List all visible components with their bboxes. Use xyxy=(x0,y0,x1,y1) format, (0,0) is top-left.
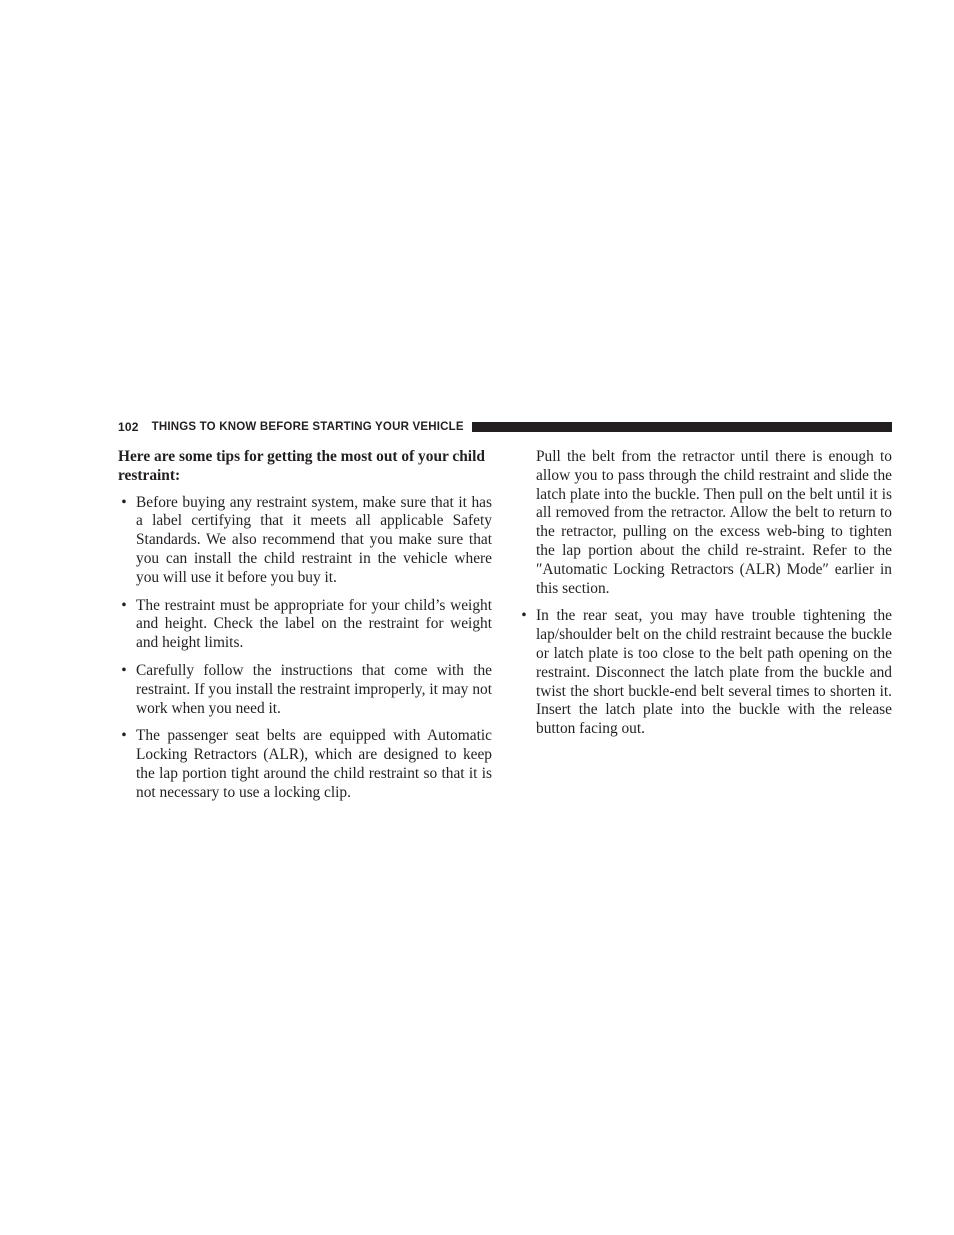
list-item-text: The restraint must be appropriate for your child’s weight and height. Check the label on the restraint for weight and height limits. xyxy=(136,596,492,652)
section-title: THINGS TO KNOW BEFORE STARTING YOUR VEHICLE xyxy=(151,421,464,433)
list-item-text: In the rear seat, you may have trouble tightening the lap/shoulder belt on the child restraint because the buckle or latch plate is too close to the belt path opening on the restraint. Disconnect the latch plate from the buckle and twist the short buckle-end belt several times to shorten it. Insert the latch plate into the buckle with the release button facing out. xyxy=(536,607,892,738)
list-item xyxy=(118,727,492,802)
tips-intro: Here are some tips for getting the most out of your child restraint: xyxy=(118,448,485,484)
left-column xyxy=(118,448,492,812)
bullet-icon: • xyxy=(121,727,127,745)
list-item xyxy=(518,607,892,739)
bullet-icon: • xyxy=(121,596,127,614)
tips-list xyxy=(118,494,492,803)
bullet-icon: • xyxy=(121,661,127,679)
page-number: 102 xyxy=(118,420,139,434)
header-rule-bar xyxy=(472,422,892,432)
list-item-text: The passenger seat belts are equipped with Automatic Locking Retractors (ALR), which are designed to keep the lap portion tight around the child restraint so that it is not necessary to use a locking clip. xyxy=(136,727,492,801)
bullet-icon: • xyxy=(121,493,127,511)
list-item xyxy=(118,662,492,718)
list-item xyxy=(118,597,492,653)
tips-list-continued xyxy=(518,607,892,739)
list-item-text: Before buying any restraint system, make sure that it has a label certifying that it meets all applicable Safety Standards. We also recommend that you make sure that you can install the child restraint in the vehicle where you will use it before you buy it. xyxy=(136,493,492,586)
continued-paragraph: Pull the belt from the retractor until there is enough to allow you to pass through the child restraint and slide the latch plate into the buckle. Then pull on the belt until it is all removed from the retractor. Allow the belt to return to the retractor, pulling on the excess web-bing to tighten the lap portion about the child re-straint. Refer to the ″Automatic Locking Retractors (ALR) Mode″ earlier in this section. xyxy=(536,448,892,597)
list-item xyxy=(118,494,492,588)
right-column xyxy=(518,448,892,748)
list-item-text: Carefully follow the instructions that come with the restraint. If you install the restraint improperly, it may not work when you need it. xyxy=(136,661,492,717)
bullet-icon: • xyxy=(521,607,527,625)
page-header xyxy=(118,419,892,435)
